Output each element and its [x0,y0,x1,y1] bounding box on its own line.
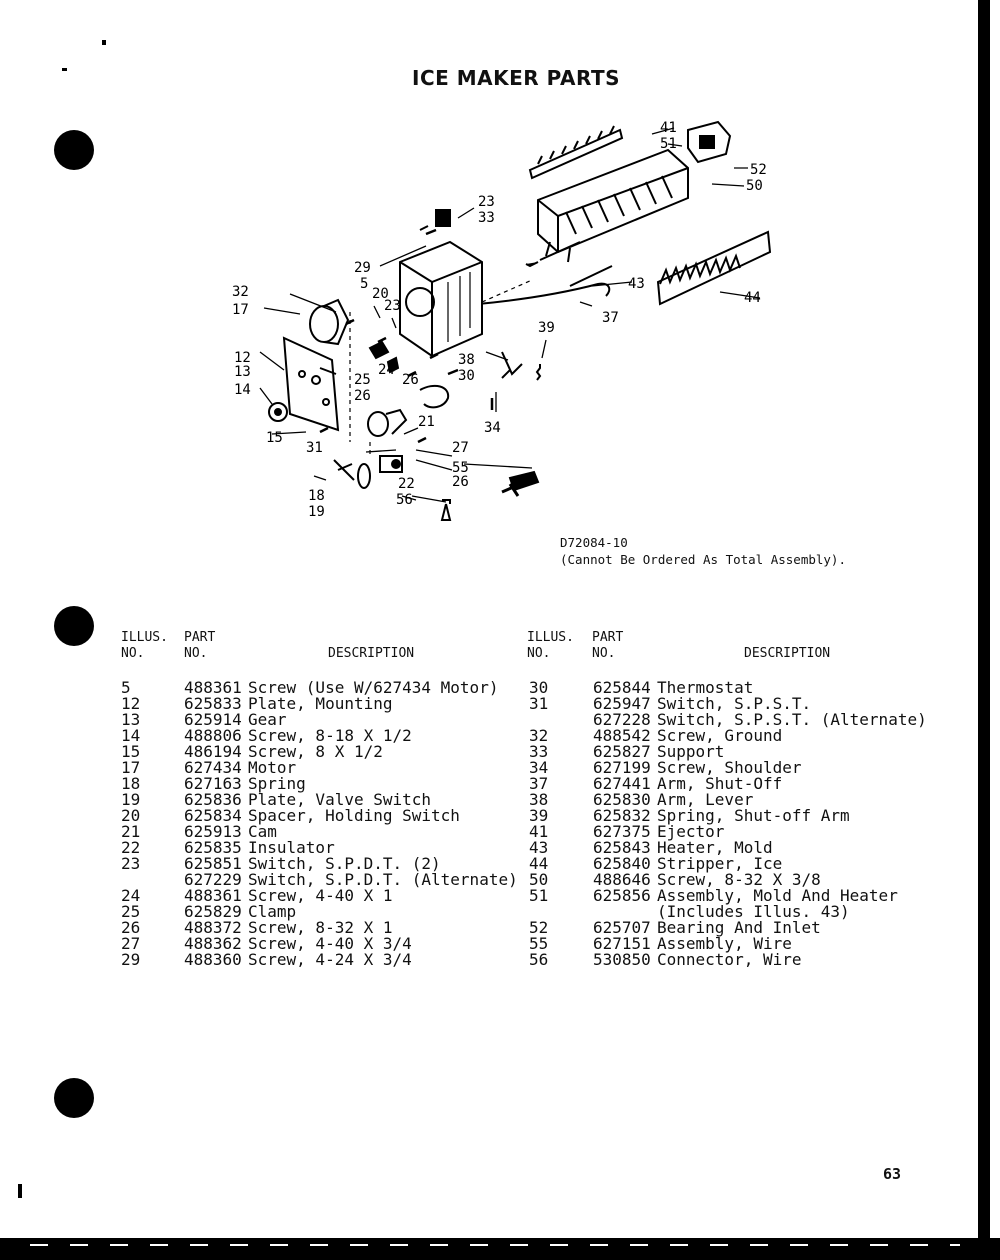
callout-label: 29 [354,260,371,276]
part-description: Screw, 8-32 X 3/8 [657,870,821,889]
part-number: 627229 [184,870,242,889]
left-part-header [184,630,215,662]
motor-part [310,300,348,344]
part-description: Heater, Mold [657,838,773,857]
callout-label: 56 [396,492,413,508]
part-description: Screw, Shoulder [657,758,802,777]
part-description: Connector, Wire [657,950,802,969]
part-description: Screw, 4-40 X 1 [248,886,393,905]
illus-number: 56 [529,950,549,969]
illus-number: 30 [529,678,549,697]
part-description: Switch, S.P.S.T. [657,694,812,713]
callout-label: 51 [660,136,677,152]
part-number: 486194 [184,742,242,761]
callout-label: 50 [746,178,763,194]
scan-speck [102,40,106,45]
part-number: 488361 [184,886,242,905]
part-number: 625832 [593,806,651,825]
part-number: 625840 [593,854,651,873]
part-number: 625913 [184,822,242,841]
binder-hole-bottom [54,1078,94,1118]
callout-label: 5 [360,276,369,292]
part-description: Gear [248,710,287,729]
part-number: 488361 [184,678,242,697]
callout-label: 26 [354,388,371,404]
illus-number: 29 [121,950,141,969]
part-number: 625835 [184,838,242,857]
part-number: 488542 [593,726,651,745]
part-description: Arm, Lever [657,790,754,809]
arm-lever-part [502,352,522,378]
page-title: ICE MAKER PARTS [412,66,620,90]
assembly-number: D72084-10 [560,535,628,550]
illus-number: 44 [529,854,549,873]
part-description: Switch, S.P.S.T. (Alternate) [657,710,927,729]
part-header-top: PART [184,630,216,645]
illus-number: 24 [121,886,141,905]
illus-header-top: ILLUS. [121,630,168,645]
page-number: 63 [883,1165,902,1183]
mounting-plate-part [284,338,338,430]
part-number: 625707 [593,918,651,937]
binder-hole-middle [54,606,94,646]
part-number: 625856 [593,886,651,905]
part-number: 627441 [593,774,651,793]
illus-number: 27 [121,934,141,953]
part-number: 625947 [593,694,651,713]
illus-number: 38 [529,790,549,809]
callout-label: 39 [538,320,555,336]
part-number: 627375 [593,822,651,841]
callout-label: 41 [660,120,677,136]
illus-number: 14 [121,726,141,745]
ice-maker-exploded-diagram [220,112,780,542]
assembly-note: (Cannot Be Ordered As Total Assembly). [560,552,846,567]
callout-label: 25 [354,372,371,388]
illus-number: 19 [121,790,141,809]
callout-label: 44 [744,290,761,306]
part-header-bottom: NO. [592,646,616,661]
illus-number: 51 [529,886,549,905]
illus-number: 52 [529,918,549,937]
illus-number: 33 [529,742,549,761]
part-number: 625834 [184,806,242,825]
part-description: Support [657,742,725,761]
bearing-inlet-part [688,122,730,162]
callout-label: 14 [234,382,251,398]
part-number: 625914 [184,710,242,729]
callout-label: 17 [232,302,249,318]
part-number: 488806 [184,726,242,745]
part-description: Screw, 4-40 X 3/4 [248,934,412,953]
part-header-bottom: NO. [184,646,208,661]
part-description: Insulator [248,838,335,857]
part-description: Switch, S.P.D.T. (Alternate) [248,870,518,889]
callout-label: 18 [308,488,325,504]
part-number: 627151 [593,934,651,953]
part-number: 625843 [593,838,651,857]
part-description: Screw, 8-32 X 1 [248,918,393,937]
illus-number: 13 [121,710,141,729]
illus-number: 25 [121,902,141,921]
part-description: Screw, 8 X 1/2 [248,742,383,761]
part-description: (Includes Illus. 43) [657,902,850,921]
heater-lead [540,242,612,286]
callout-label: 37 [602,310,619,326]
right-illus-header [527,630,574,662]
part-description: Screw, 8-18 X 1/2 [248,726,412,745]
illus-header-top: ILLUS. [527,630,574,645]
support-housing [400,242,482,356]
part-number: 627228 [593,710,651,729]
illus-number: 37 [529,774,549,793]
illus-number: 22 [121,838,141,857]
part-description: Thermostat [657,678,754,697]
scan-border-bottom [0,1238,1000,1260]
part-description: Clamp [248,902,297,921]
part-description: Plate, Mounting [248,694,393,713]
callout-label: 31 [306,440,323,456]
left-description-header: DESCRIPTION [328,646,415,661]
callout-label: 52 [750,162,767,178]
part-number: 488372 [184,918,242,937]
assembly-caption [560,534,846,568]
part-number: 625830 [593,790,651,809]
callout-label: 27 [452,440,469,456]
illus-header-bottom: NO. [121,646,145,661]
thermostat-part [420,386,448,408]
callout-label: 21 [418,414,435,430]
part-description: Spring, Shut-off Arm [657,806,850,825]
part-description: Assembly, Wire [657,934,792,953]
part-number: 530850 [593,950,651,969]
part-number: 488360 [184,950,242,969]
binder-hole-top [54,130,94,170]
scan-border-right [978,0,990,1260]
part-description: Assembly, Mold And Heater [657,886,898,905]
right-description-header: DESCRIPTION [744,646,831,661]
spring-part [537,364,540,380]
part-description: Screw, Ground [657,726,783,745]
scan-speck [18,1184,22,1198]
part-description: Motor [248,758,297,777]
part-description: Ejector [657,822,725,841]
illus-number: 21 [121,822,141,841]
callout-label: 23 [384,298,401,314]
illus-number: 5 [121,678,131,697]
part-description: Spring [248,774,306,793]
part-number: 625851 [184,854,242,873]
callout-label: 12 [234,350,251,366]
part-description: Plate, Valve Switch [248,790,432,809]
part-description: Screw (Use W/627434 Motor) [248,678,499,697]
callout-label: 20 [372,286,389,302]
callout-label: 32 [232,284,249,300]
part-description: Arm, Shut-Off [657,774,783,793]
part-description: Switch, S.P.D.T. (2) [248,854,441,873]
part-header-top: PART [592,630,624,645]
part-number: 627163 [184,774,242,793]
illus-number: 39 [529,806,549,825]
part-number: 625827 [593,742,651,761]
callout-label: 19 [308,504,325,520]
callout-label: 15 [266,430,283,446]
illus-number: 18 [121,774,141,793]
illus-number: 34 [529,758,549,777]
ejector-part [530,126,622,178]
callout-label: 26 [452,474,469,490]
part-description: Spacer, Holding Switch [248,806,460,825]
right-part-header [592,630,623,662]
illus-number: 17 [121,758,141,777]
part-number: 625829 [184,902,242,921]
part-number: 625836 [184,790,242,809]
shut-off-arm [478,284,609,304]
callout-label: 34 [484,420,501,436]
mold-heater-part [538,150,688,262]
callout-label: 24 [378,362,395,378]
part-number: 625833 [184,694,242,713]
callout-label: 55 [452,460,469,476]
part-number: 627199 [593,758,651,777]
illus-number: 32 [529,726,549,745]
callout-label: 38 [458,352,475,368]
illus-number: 23 [121,854,141,873]
illus-number: 50 [529,870,549,889]
illus-number: 55 [529,934,549,953]
cam-part [368,410,406,436]
part-description: Screw, 4-24 X 3/4 [248,950,412,969]
illus-header-bottom: NO. [527,646,551,661]
illus-number: 12 [121,694,141,713]
illus-number: 15 [121,742,141,761]
callout-label: 26 [402,372,419,388]
illus-number: 31 [529,694,549,713]
left-illus-header [121,630,168,662]
callout-label: 33 [478,210,495,226]
callout-label: 43 [628,276,645,292]
illus-number: 26 [121,918,141,937]
part-number: 627434 [184,758,242,777]
illus-number: 20 [121,806,141,825]
part-description: Cam [248,822,277,841]
part-description: Bearing And Inlet [657,918,821,937]
callout-label: 22 [398,476,415,492]
wire-connector-part [442,500,450,520]
callout-label: 30 [458,368,475,384]
part-number: 488646 [593,870,651,889]
scan-speck [62,68,67,71]
illus-number: 43 [529,838,549,857]
callout-label: 23 [478,194,495,210]
part-number: 625844 [593,678,651,697]
part-number: 488362 [184,934,242,953]
illus-number: 41 [529,822,549,841]
callout-label: 13 [234,364,251,380]
part-description: Stripper, Ice [657,854,783,873]
